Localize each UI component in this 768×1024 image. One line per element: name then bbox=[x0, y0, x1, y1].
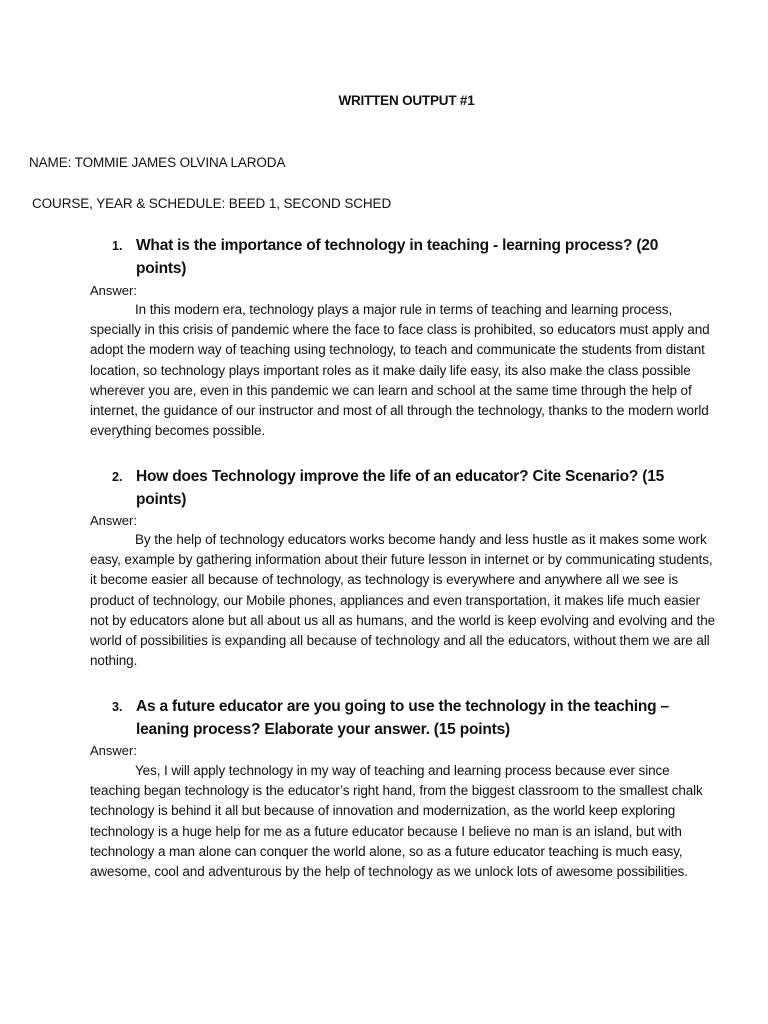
question-3-number: 3. bbox=[112, 700, 123, 714]
course-year-schedule: COURSE, YEAR & SCHEDULE: BEED 1, SECOND SCHED bbox=[32, 196, 392, 211]
question-2-text: How does Technology improve the life of an educator? Cite Scenario? (15 points) bbox=[136, 468, 665, 508]
question-1-number: 1. bbox=[112, 239, 123, 253]
question-3-text: As a future educator are you going to use the technology in the teaching – leaning process? Elaborate your answer. (15 points) bbox=[136, 698, 669, 738]
question-3-answer-label: Answer: bbox=[90, 743, 137, 758]
student-name: NAME: TOMMIE JAMES OLVINA LARODA bbox=[29, 155, 286, 170]
question-1-text: What is the importance of technology in teaching - learning process? (20 points) bbox=[136, 237, 659, 277]
question-2-number: 2. bbox=[112, 470, 123, 484]
question-1-answer-label: Answer: bbox=[90, 283, 137, 298]
question-2-answer-label: Answer: bbox=[90, 513, 137, 528]
question-3-answer: Yes, I will apply technology in my way of teaching and learning process because ever since teaching began technology is the educator’s right hand, from the biggest classroom to the smallest chalk technology is behind it all but because of innovation and modernization, as the world keep exploring technology is a huge help for me as a future educator because I believe no man is an island, but with technology a man alone can conquer the world alone, so as a future educator teaching is much easy, awesome, cool and adventurous by the help of technology as we unlock lots of awesome possibilities. bbox=[90, 763, 703, 880]
question-1-answer: In this modern era, technology plays a major rule in terms of teaching and learning process, specially in this crisis of pandemic where the face to face class is prohibited, so educators must apply and adopt the modern way of teaching using technology, to teach and communicate the students from distant location, so technology plays important roles as it make daily life easy, its also make the class possible wherever you are, even in this pandemic we can learn and school at the same time through the help of internet, the guidance of our instructor and most of all through the technology, thanks to the modern world everything becomes possible. bbox=[90, 302, 710, 439]
document-title: WRITTEN OUTPUT #1 bbox=[338, 93, 475, 108]
question-2-answer: By the help of technology educators works become handy and less hustle as it makes some work easy, example by gathering information about their future lesson in internet or by communicating students, it become easier all because of technology, as technology is everywhere and anywhere all we see is product of technology, our Mobile phones, appliances and even transportation, it makes life much easier not by educators alone but all about us all as humans, and the world is keep evolving and evolving and the world of possibilities is expanding all because of technology and all the educators, without them we are all nothing. bbox=[90, 532, 716, 669]
